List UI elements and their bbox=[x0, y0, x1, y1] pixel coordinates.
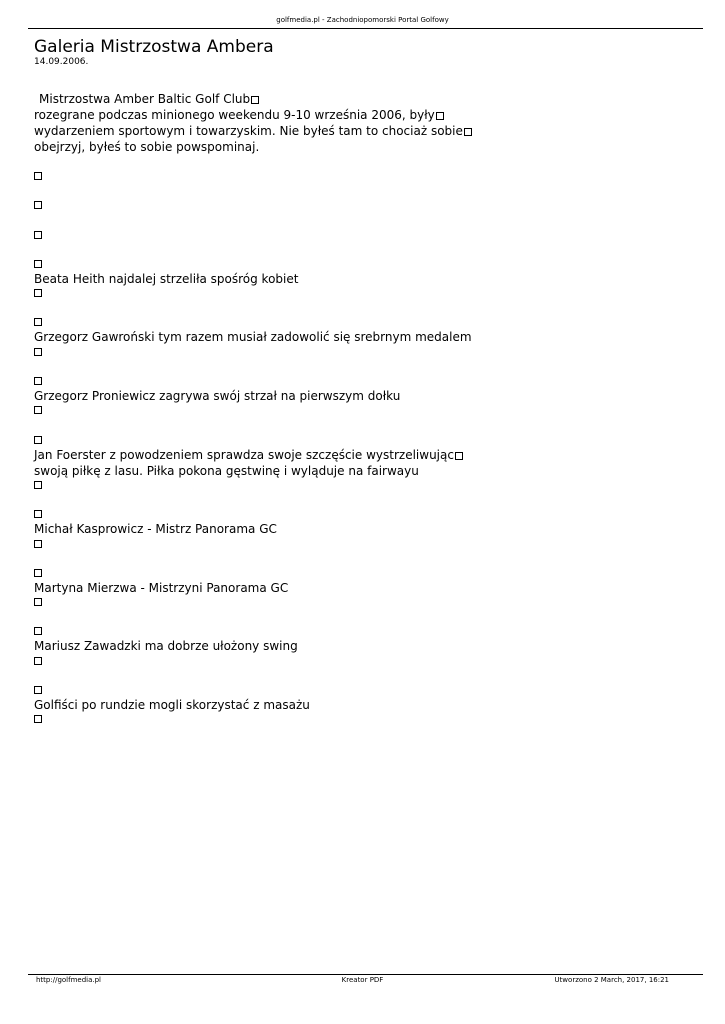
missing-image-glyph bbox=[251, 96, 259, 104]
gallery-item bbox=[34, 255, 484, 284]
gallery-item bbox=[34, 226, 484, 255]
gallery-item bbox=[34, 476, 484, 505]
gallery-item bbox=[34, 401, 484, 430]
gallery-item bbox=[34, 313, 484, 345]
missing-image-glyph bbox=[455, 452, 463, 460]
intro-line: obejrzyj, byłeś to sobie powspominaj. bbox=[34, 140, 260, 154]
footer-generator: Kreator PDF bbox=[341, 976, 384, 984]
gallery-item bbox=[34, 622, 484, 654]
gallery-item bbox=[34, 681, 484, 713]
missing-image-icon bbox=[34, 231, 42, 239]
header-divider bbox=[28, 28, 703, 29]
missing-image-icon bbox=[34, 289, 42, 297]
photo-caption: Michał Kasprowicz - Mistrz Panorama GC bbox=[34, 522, 277, 537]
gallery-item bbox=[34, 431, 484, 476]
gallery-item bbox=[34, 652, 484, 681]
missing-image-glyph bbox=[464, 128, 472, 136]
photo-caption: Martyna Mierzwa - Mistrzyni Panorama GC bbox=[34, 580, 289, 595]
missing-image-icon bbox=[34, 598, 42, 606]
missing-image-icon bbox=[34, 172, 42, 180]
intro-line: wydarzeniem sportowym i towarzyskim. Nie byłeś tam to chociaż sobie bbox=[34, 124, 463, 138]
site-header: golfmedia.pl - Zachodniopomorski Portal Golfowy bbox=[276, 16, 449, 24]
article bbox=[34, 37, 484, 740]
missing-image-icon bbox=[34, 569, 42, 577]
missing-image-icon bbox=[34, 318, 42, 326]
footer-divider bbox=[28, 974, 703, 975]
photo-caption: Golfiści po rundzie mogli skorzystać z masażu bbox=[34, 698, 310, 713]
gallery-item bbox=[34, 343, 484, 372]
gallery-item bbox=[34, 535, 484, 564]
missing-image-icon bbox=[34, 540, 42, 548]
missing-image-icon bbox=[34, 436, 42, 444]
intro-line: Mistrzostwa Amber Baltic Golf Club bbox=[39, 92, 251, 106]
missing-image-icon bbox=[34, 348, 42, 356]
missing-image-icon bbox=[34, 627, 42, 635]
photo-gallery bbox=[34, 167, 484, 740]
missing-image-icon bbox=[34, 657, 42, 665]
missing-image-icon bbox=[34, 201, 42, 209]
gallery-item bbox=[34, 564, 484, 593]
photo-caption: Grzegorz Gawroński tym razem musiał zadowolić się srebrnym medalem bbox=[34, 330, 472, 345]
article-intro bbox=[34, 91, 484, 155]
photo-caption: Grzegorz Proniewicz zagrywa swój strzał na pierwszym dołku bbox=[34, 389, 401, 404]
missing-image-icon bbox=[34, 686, 42, 694]
gallery-item bbox=[34, 196, 484, 225]
intro-line: rozegrane podczas minionego weekendu 9-10 września 2006, były bbox=[34, 108, 435, 122]
missing-image-icon bbox=[34, 510, 42, 518]
gallery-item bbox=[34, 167, 484, 196]
missing-image-icon bbox=[34, 377, 42, 385]
missing-image-icon bbox=[34, 406, 42, 414]
gallery-item bbox=[34, 710, 484, 739]
missing-image-icon bbox=[34, 260, 42, 268]
gallery-item bbox=[34, 593, 484, 622]
gallery-item bbox=[34, 284, 484, 313]
article-date: 14.09.2006. bbox=[34, 57, 89, 67]
footer-created: Utworzono 2 March, 2017, 16:21 bbox=[554, 976, 669, 984]
photo-caption: Jan Foerster z powodzeniem sprawdza swoje szczęście wystrzeliwując swoją piłkę z lasu. Piłka pokona gęstwinę i wyląduje na fairwayu bbox=[34, 447, 484, 479]
photo-caption: Beata Heith najdalej strzeliła spośróg kobiet bbox=[34, 271, 299, 286]
missing-image-icon bbox=[34, 715, 42, 723]
footer-url: http://golfmedia.pl bbox=[36, 976, 101, 984]
gallery-item bbox=[34, 372, 484, 404]
missing-image-icon bbox=[34, 481, 42, 489]
page-title: Galeria Mistrzostwa Ambera bbox=[34, 37, 274, 57]
photo-caption: Mariusz Zawadzki ma dobrze ułożony swing bbox=[34, 639, 298, 654]
gallery-item bbox=[34, 505, 484, 537]
missing-image-glyph bbox=[436, 112, 444, 120]
